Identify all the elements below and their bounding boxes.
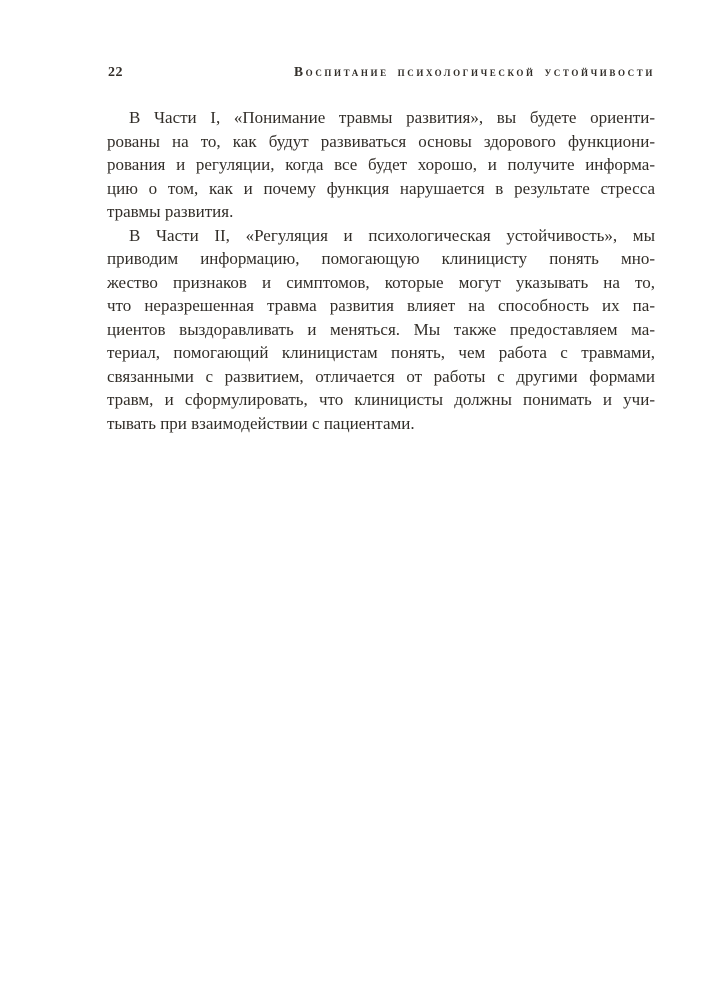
running-header-title: Воспитание психологической устойчивости [294,64,655,79]
paragraph-part-2 [107,224,655,436]
text-line: В Части I, «Понимание травмы развития», вы будете ориенти- [129,108,655,127]
text-line: рованы на то, как будут развиваться основы здорового функциони- [107,131,655,151]
body-text [107,106,655,435]
text-line: связанными с развитием, отличается от работы с другими формами [107,366,655,386]
running-header [108,64,655,81]
text-line: рования и регуляции, когда все будет хорошо, и получите информа- [107,155,655,174]
paragraph-part-1 [107,106,655,224]
text-line: травмы развития. [107,202,234,221]
text-line: травм, и сформулировать, что клиницисты должны понимать и учи- [107,390,655,409]
text-line: В Части II, «Регуляция и психологическая устойчивость», мы [129,225,655,245]
text-line: жество признаков и симптомов, которые могут указывать на то, [107,272,655,292]
text-line: приводим информацию, помогающую клиницисту понять мно- [107,249,655,268]
text-line: тывать при взаимодействии с пациентами. [107,413,415,433]
text-line: цию о том, как и почему функция нарушается в результате стресса [107,178,655,198]
text-line: териал, помогающий клиницистам понять, чем работа с травмами, [107,343,655,362]
text-line: что неразрешенная травма развития влияет на способность их па- [107,296,655,315]
text-line: циентов выздоравливать и меняться. Мы также предоставляем ма- [107,319,655,339]
page-number: 22 [108,65,123,80]
